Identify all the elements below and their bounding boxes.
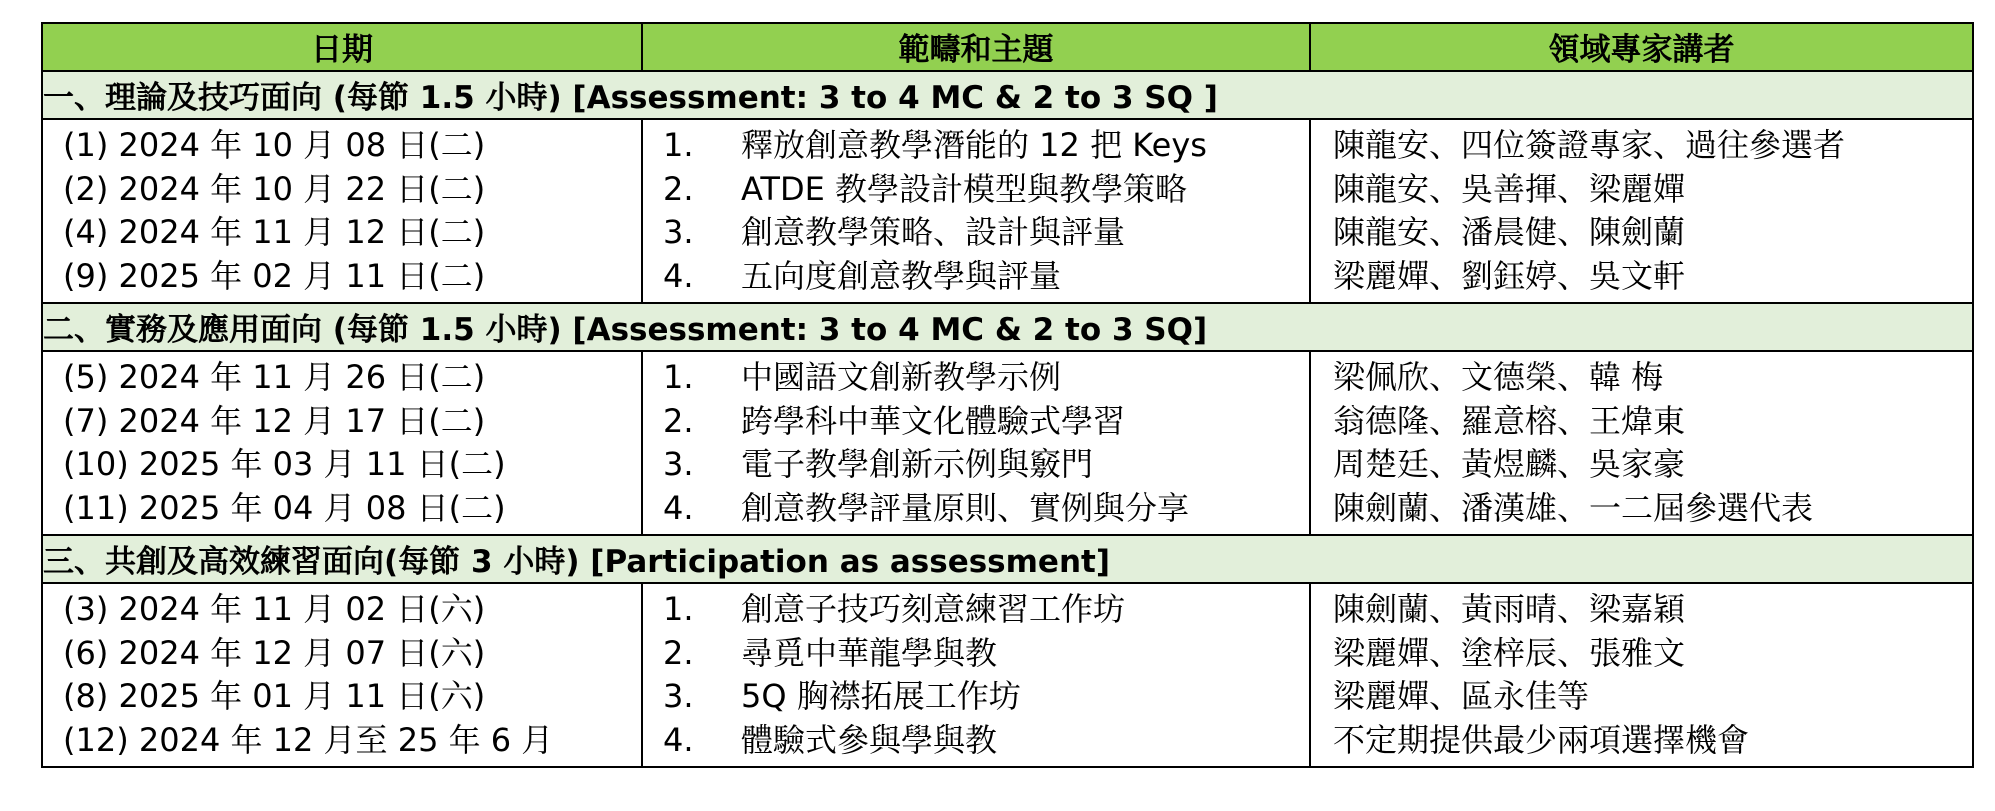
topic-title: 尋覓中華龍學與教 (741, 633, 998, 672)
topic-number: 4. (663, 720, 694, 759)
session-topic-line (643, 124, 1309, 168)
session-speakers: 陳龍安、四位簽證專家、過往參選者 (1333, 126, 1846, 164)
speaker-cell (1310, 583, 1973, 767)
session-date: (2) 2024 年 10 月 22 日(二) (63, 169, 486, 208)
session-topic-line (643, 675, 1309, 719)
session-date: (12) 2024 年 12 月至 25 年 6 月 (63, 720, 554, 759)
speaker-cell (1310, 351, 1973, 535)
session-date: (1) 2024 年 10 月 08 日(二) (63, 126, 486, 164)
topic-number: 2. (663, 169, 694, 208)
topic-title: 創意教學評量原則、實例與分享 (741, 488, 1190, 527)
session-date: (9) 2025 年 02 月 11 日(二) (63, 256, 486, 295)
session-topic-line (643, 719, 1309, 763)
session-speakers: 梁麗嬋、區永佳等 (1333, 677, 1590, 715)
topic-title: 5Q 胸襟拓展工作坊 (741, 677, 1021, 715)
header-speaker: 領域專家講者 (1310, 23, 1973, 71)
topic-number: 1. (663, 126, 694, 164)
topic-number: 3. (663, 445, 694, 483)
section-row (42, 303, 1973, 351)
topic-number: 4. (663, 256, 694, 295)
session-topic-line (643, 255, 1309, 299)
session-speakers: 梁麗嬋、塗梓辰、張雅文 (1333, 633, 1686, 672)
topic-number: 3. (663, 677, 694, 715)
session-date: (11) 2025 年 04 月 08 日(二) (63, 488, 506, 527)
session-topic-line (643, 588, 1309, 632)
topic-title: 中國語文創新教學示例 (741, 358, 1062, 396)
session-speakers: 陳龍安、吳善揮、梁麗嬋 (1333, 169, 1686, 208)
section-title: 三、共創及高效練習面向(每節 3 小時) [Participation as assessment] (42, 535, 1973, 583)
date-cell (42, 119, 642, 303)
session-speakers: 周楚廷、黃煜麟、吳家豪 (1333, 445, 1686, 483)
session-topic-line (643, 487, 1309, 531)
topic-number: 4. (663, 488, 694, 527)
section-row (42, 535, 1973, 583)
section-body-row (42, 351, 1973, 535)
session-date: (6) 2024 年 12 月 07 日(六) (63, 633, 486, 672)
topic-number: 2. (663, 633, 694, 672)
topic-number: 2. (663, 401, 694, 440)
session-topic-line (643, 168, 1309, 212)
session-date: (5) 2024 年 11 月 26 日(二) (63, 358, 486, 396)
header-row (42, 23, 1973, 71)
header-topic: 範疇和主題 (642, 23, 1310, 71)
session-topic-line (643, 632, 1309, 676)
topic-title: 釋放創意教學潛能的 12 把 Keys (741, 126, 1207, 164)
section-body-row (42, 583, 1973, 767)
section-body-row (42, 119, 1973, 303)
section-title: 一、理論及技巧面向 (每節 1.5 小時) [Assessment: 3 to 4 MC & 2 to 3 SQ ] (42, 71, 1973, 119)
session-speakers: 陳劍蘭、潘漢雄、一二屆參選代表 (1333, 488, 1814, 527)
topic-number: 3. (663, 213, 694, 251)
topic-cell (642, 119, 1310, 303)
session-date: (7) 2024 年 12 月 17 日(二) (63, 401, 486, 440)
session-date: (8) 2025 年 01 月 11 日(六) (63, 677, 486, 715)
session-speakers: 梁麗嬋、劉鈺婷、吳文軒 (1333, 256, 1686, 295)
session-speakers: 陳劍蘭、黃雨晴、梁嘉穎 (1333, 590, 1686, 628)
topic-title: ATDE 教學設計模型與教學策略 (741, 169, 1187, 208)
session-speakers: 陳龍安、潘晨健、陳劍蘭 (1333, 213, 1686, 251)
topic-number: 1. (663, 358, 694, 396)
topic-cell (642, 583, 1310, 767)
session-topic-line (643, 443, 1309, 487)
session-speakers: 不定期提供最少兩項選擇機會 (1333, 720, 1750, 759)
section-row (42, 71, 1973, 119)
session-topic-line (643, 400, 1309, 444)
speaker-cell (1310, 119, 1973, 303)
header-date: 日期 (42, 23, 642, 71)
topic-title: 創意子技巧刻意練習工作坊 (741, 590, 1126, 628)
session-topic-line (643, 211, 1309, 255)
date-cell (42, 351, 642, 535)
section-title: 二、實務及應用面向 (每節 1.5 小時) [Assessment: 3 to 4 MC & 2 to 3 SQ] (42, 303, 1973, 351)
topic-title: 電子教學創新示例與竅門 (741, 445, 1094, 483)
topic-title: 創意教學策略、設計與評量 (741, 213, 1126, 251)
topic-title: 五向度創意教學與評量 (741, 256, 1062, 295)
schedule-table (41, 22, 1974, 768)
topic-cell (642, 351, 1310, 535)
session-date: (4) 2024 年 11 月 12 日(二) (63, 213, 486, 251)
session-speakers: 梁佩欣、文德榮、韓 梅 (1333, 358, 1664, 396)
date-cell (42, 583, 642, 767)
session-topic-line (643, 356, 1309, 400)
topic-title: 跨學科中華文化體驗式學習 (741, 401, 1126, 440)
session-date: (3) 2024 年 11 月 02 日(六) (63, 590, 486, 628)
session-speakers: 翁德隆、羅意榕、王煒東 (1333, 401, 1686, 440)
session-date: (10) 2025 年 03 月 11 日(二) (63, 445, 506, 483)
topic-number: 1. (663, 590, 694, 628)
topic-title: 體驗式參與學與教 (741, 720, 998, 759)
